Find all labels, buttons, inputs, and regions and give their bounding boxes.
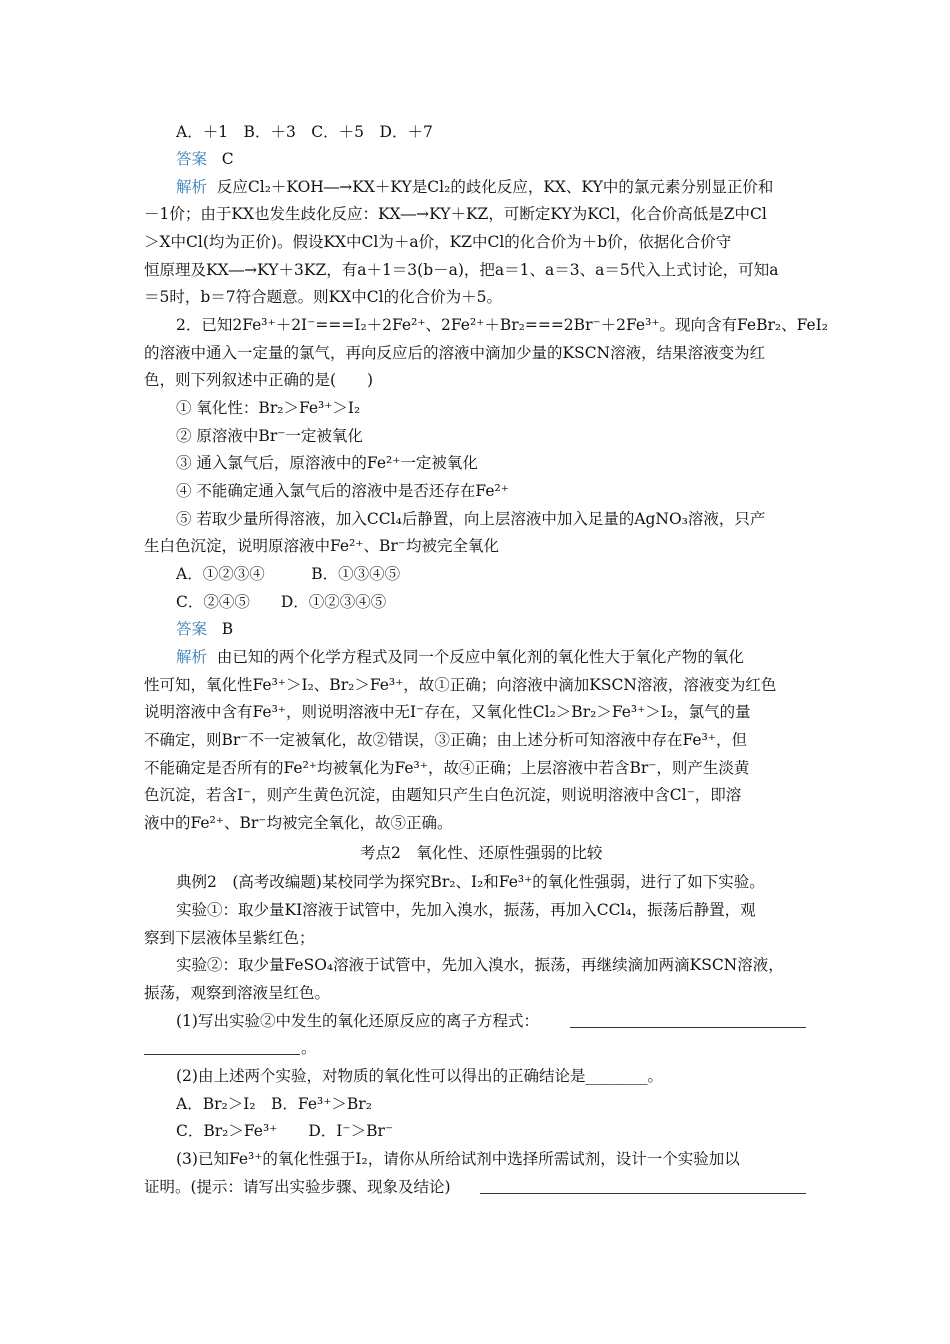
q2-options: A．①②③④ B．①③④⑤	[176, 565, 401, 583]
example-line: 实验②：取少量FeSO₄溶液于试管中，先加入溴水，振荡，再继续滴加两滴KSCN溶液，	[176, 956, 784, 974]
q2-statement: ① 氧化性：Br₂＞Fe³⁺＞I₂	[176, 399, 361, 417]
q2-statement: ④ 不能确定通入氯气后的溶液中是否还存在Fe²⁺	[176, 482, 509, 500]
example-q2-options: A．Br₂＞I₂ B．Fe³⁺＞Br₂	[176, 1095, 372, 1113]
q1-analysis-line: ＝5时，b＝7符合题意。则KX中Cl的化合价为＋5。	[144, 288, 502, 306]
example-line: 典例2 (高考改编题)某校同学为探究Br₂、I₂和Fe³⁺的氧化性强弱，进行了如下实验。	[176, 873, 765, 891]
example-q1: (1)写出实验②中发生的氧化还原反应的离子方程式：	[176, 1012, 539, 1030]
q2-analysis-line: 液中的Fe²⁺、Br⁻均被完全氧化，故⑤正确。	[144, 814, 453, 832]
answer-label: 答案	[176, 150, 208, 168]
q2-statement: ③ 通入氯气后，原溶液中的Fe²⁺一定被氧化	[176, 454, 478, 472]
q2-analysis-line: 色沉淀，若含I⁻，则产生黄色沉淀，由题知只产生白色沉淀，则说明溶液中含Cl⁻，即溶	[144, 786, 742, 804]
q2-analysis-line: 性可知，氧化性Fe³⁺＞I₂、Br₂＞Fe³⁺，故①正确；向溶液中滴加KSCN溶液，溶液变为红色	[144, 676, 777, 694]
example-line: 振荡，观察到溶液呈红色。	[144, 984, 331, 1002]
answer-label: 答案	[176, 620, 208, 638]
answer-value: B	[221, 620, 234, 638]
q2-options: C．②④⑤ D．①②③④⑤	[176, 593, 387, 611]
example-line: 实验①：取少量KI溶液于试管中，先加入溴水，振荡，再加入CCl₄，振荡后静置，观	[176, 901, 756, 919]
example-q3: 证明。(提示：请写出实验步骤、现象及结论)	[144, 1178, 451, 1196]
q1-analysis-line: －1价；由于KX也发生歧化反应：KX―→KY＋KZ，可断定KY为KCl，化合价高低是Z中Cl	[144, 205, 767, 223]
answer-value: C	[221, 150, 234, 168]
q1-analysis-line: 解析 反应Cl₂＋KOH―→KX＋KY是Cl₂的歧化反应，KX、KY中的氯元素分别显正价和	[176, 178, 774, 196]
q2-answer	[176, 618, 233, 640]
section-title: 考点2 氧化性、还原性强弱的比较	[360, 844, 603, 862]
example-q2: (2)由上述两个实验，对物质的氧化性可以得出的正确结论是________。	[176, 1067, 663, 1085]
analysis-label: 解析	[176, 648, 208, 666]
q2-stem-line: 色，则下列叙述中正确的是( )	[144, 371, 374, 389]
q1-options: A．＋1 B．＋3 C．＋5 D．＋7	[176, 123, 433, 141]
answer-blank[interactable]	[144, 1040, 300, 1055]
q2-statement: ⑤ 若取少量所得溶液，加入CCl₄后静置，向上层溶液中加入足量的AgNO₃溶液，只产	[176, 510, 766, 528]
q1-answer	[176, 148, 234, 170]
q1-analysis-line: 恒原理及KX―→KY＋3KZ，有a＋1＝3(b－a)，把a＝1、a＝3、a＝5代入上式讨论，可知a	[144, 261, 779, 279]
q2-analysis-line: 解析 由已知的两个化学方程式及同一个反应中氧化剂的氧化性大于氧化产物的氧化	[176, 648, 744, 666]
analysis-label: 解析	[176, 178, 208, 196]
q2-stem-line: 2．已知2Fe³⁺＋2I⁻===I₂＋2Fe²⁺、2Fe²⁺＋Br₂===2Br⁻＋2Fe³⁺。现向含有FeBr₂、FeI₂	[176, 316, 828, 334]
q2-statement: ② 原溶液中Br⁻一定被氧化	[176, 427, 363, 445]
q2-analysis-line: 说明溶液中含有Fe³⁺，则说明溶液中无I⁻存在，又氧化性Cl₂＞Br₂＞Fe³⁺＞I₂，氯气的量	[144, 703, 751, 721]
answer-blank[interactable]	[570, 1013, 806, 1028]
q2-analysis-line: 不能确定是否所有的Fe²⁺均被氧化为Fe³⁺，故④正确；上层溶液中若含Br⁻，则产生淡黄	[144, 759, 750, 777]
example-q1-end: 。	[301, 1039, 317, 1057]
answer-blank[interactable]	[480, 1179, 806, 1194]
q1-analysis-line: ＞X中Cl(均为正价)。假设KX中Cl为＋a价，KZ中Cl的化合价为＋b价，依据化合价守	[144, 233, 732, 251]
example-q2-options: C．Br₂＞Fe³⁺ D．I⁻＞Br⁻	[176, 1122, 394, 1140]
example-q3: (3)已知Fe³⁺的氧化性强于I₂，请你从所给试剂中选择所需试剂，设计一个实验加以	[176, 1150, 740, 1168]
example-line: 察到下层液体呈紫红色；	[144, 929, 315, 947]
q2-statement: 生白色沉淀，说明原溶液中Fe²⁺、Br⁻均被完全氧化	[144, 537, 499, 555]
q2-analysis-line: 不确定，则Br⁻不一定被氧化，故②错误，③正确；由上述分析可知溶液中存在Fe³⁺，但	[144, 731, 747, 749]
q2-stem-line: 的溶液中通入一定量的氯气，再向反应后的溶液中滴加少量的KSCN溶液，结果溶液变为红	[144, 344, 766, 362]
